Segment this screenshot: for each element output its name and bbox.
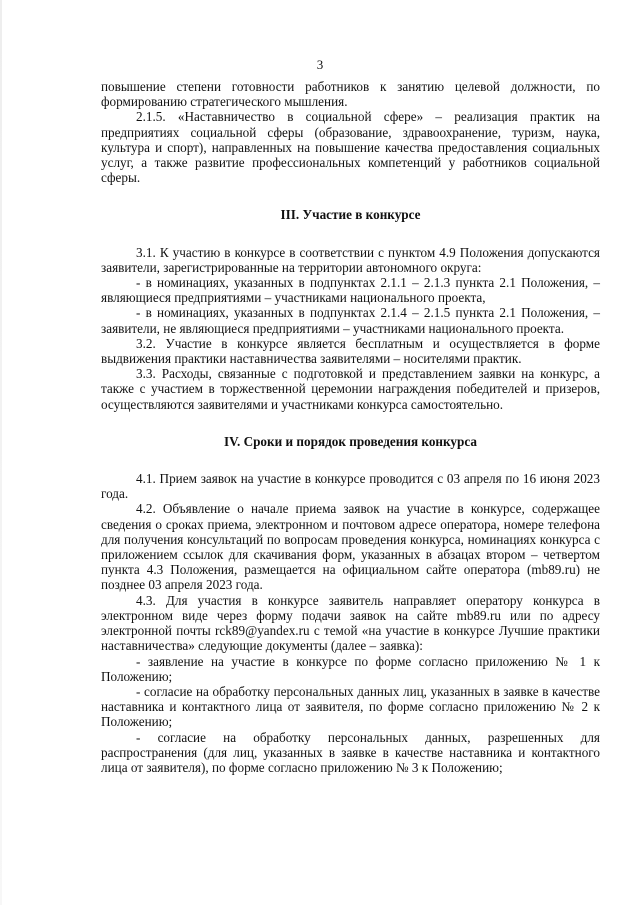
list-item-document-1: - заявление на участие в конкурсе по форме согласно приложению № 1 к Положению; (101, 653, 600, 684)
paragraph-3-1: 3.1. К участию в конкурсе в соответствии с пунктом 4.9 Положения допускаются заявители, зарегистрированные на территории автономного округа: (101, 244, 600, 275)
section-heading-3: III. Участие в конкурсе (280, 207, 421, 223)
paragraph-4-1: 4.1. Прием заявок на участие в конкурсе проводится с 03 апреля по 16 июня 2023 года. (101, 471, 600, 502)
paragraph-3-3: 3.3. Расходы, связанные с подготовкой и представлением заявки на конкурс, а также с участием в торжественной церемонии награждения победителей и призеров, осуществляются заявителями и участниками конкурса самостоятельно. (101, 366, 600, 412)
paragraph-4-2: 4.2. Объявление о начале приема заявок на участие в конкурсе, содержащее сведения о сроках приема, электронном и почтовом адресе оператора, номере телефона для получения консультаций по вопросам проведения конкурса, номинациях конкурса с приложением ссылок для скачивания форм, указанных в абзацах втором – четвертом пункта 4.3 Положения, размещается на официальном сайте оператора (mb89.ru) не позднее 03 апреля 2023 года. (101, 501, 600, 593)
paragraph-3-2: 3.2. Участие в конкурсе является бесплатным и осуществляется в форме выдвижения практики наставничества заявителями – носителями практик. (101, 335, 600, 367)
paragraph-continuation: повышение степени готовности работников к занятию целевой должности, по формированию стратегического мышления. (101, 79, 600, 110)
list-item-document-3: - согласие на обработку персональных данных, разрешенных для распространения (для лиц, указанных в заявке в качестве наставника и контактного лица от заявителя), по форме согласно приложению № 3 к Положению; (101, 729, 600, 775)
list-item-nominations-1: - в номинациях, указанных в подпунктах 2.1.1 – 2.1.3 пункта 2.1 Положения, – являющиеся предприятиями – участниками национального проекта, (101, 275, 600, 306)
page-number: 3 (316, 57, 324, 72)
paragraph-4-3: 4.3. Для участия в конкурсе заявитель направляет оператору конкурса в электронном виде через форму подачи заявок на сайте mb89.ru или по адресу электронной почты rck89@yandex.ru с темой «на участие в конкурсе Лучшие практики наставничества» следующие документы (далее – заявка): (101, 592, 600, 654)
list-item-nominations-2: - в номинациях, указанных в подпунктах 2.1.4 – 2.1.5 пункта 2.1 Положения, – заявители, не являющиеся предприятиями – участниками национального проекта. (101, 305, 600, 336)
document-body (101, 79, 600, 775)
paragraph-2-1-5: 2.1.5. «Наставничество в социальной сфере» – реализация практик на предприятиях социальной сферы (образование, здравоохранение, туризм, наука, культура и спорт), направленных на повышение качества предоставления социальных услуг, а также развитие профессиональных компетенций у работников социальной сферы. (101, 109, 600, 186)
list-item-document-2: - согласие на обработку персональных данных лиц, указанных в заявке в качестве наставника и контактного лица от заявителя, по форме согласно приложению № 2 к Положению; (101, 683, 600, 730)
page-edge (0, 0, 2, 905)
section-heading-4: IV. Сроки и порядок проведения конкурса (224, 433, 477, 449)
